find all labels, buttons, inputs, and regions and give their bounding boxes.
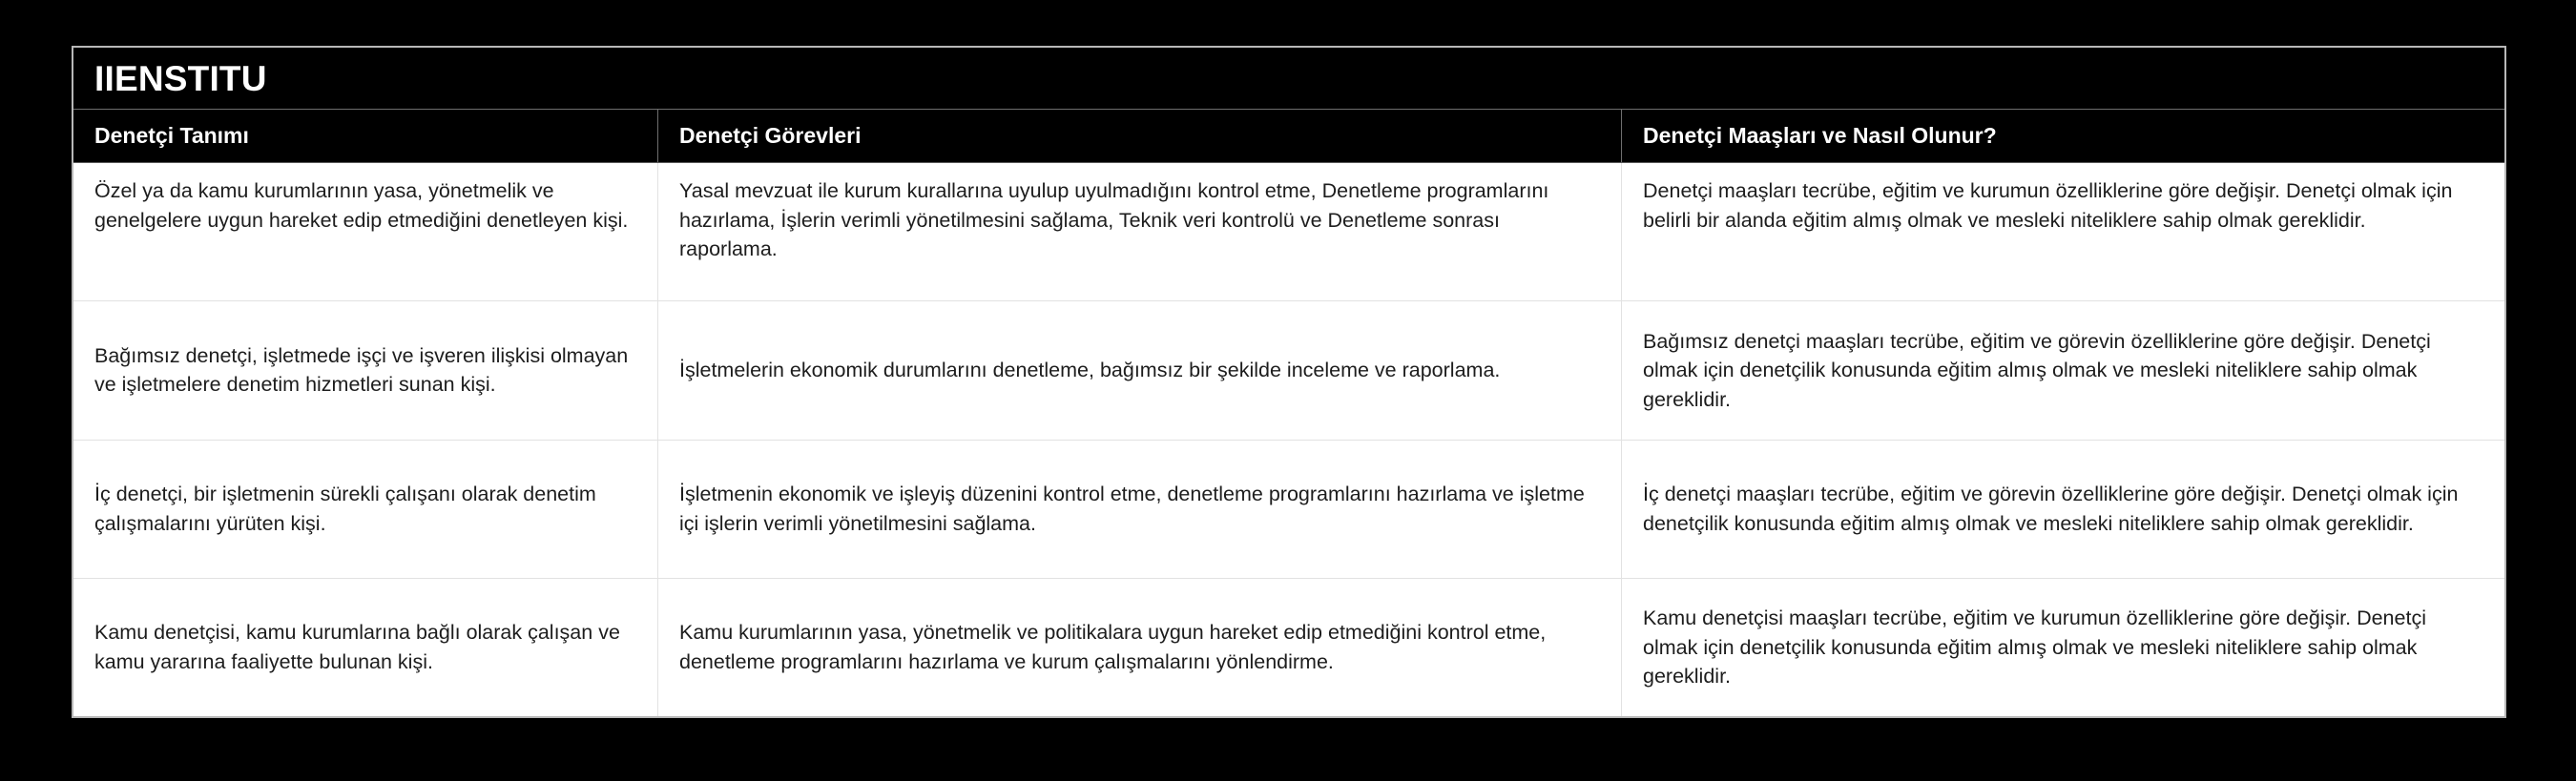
cell-duties: İşletmelerin ekonomik durumlarını denetleme, bağımsız bir şekilde inceleme ve raporlama. <box>657 301 1621 439</box>
cell-salary: Kamu denetçisi maaşları tecrübe, eğitim ve kurumun özelliklerine göre değişir. Denetçi olmak için denetçilik konusunda eğitim almış olmak ve mesleki niteliklere sahip olmak gereklidir. <box>1621 579 2504 716</box>
table-row <box>73 301 2504 440</box>
cell-duties: Yasal mevzuat ile kurum kurallarına uyulup uyulmadığını kontrol etme, Denetleme programlarını hazırlama, İşlerin verimli yönetilmesini sağlama, Teknik veri kontrolü ve Denetleme sonrası raporlama. <box>657 163 1621 300</box>
table-row <box>73 441 2504 579</box>
cell-salary: İç denetçi maaşları tecrübe, eğitim ve görevin özelliklerine göre değişir. Denetçi olmak için denetçilik konusunda eğitim almış olmak ve mesleki niteliklere sahip olmak gereklidir. <box>1621 441 2504 578</box>
table-body <box>73 163 2504 716</box>
cell-definition: Kamu denetçisi, kamu kurumlarına bağlı olarak çalışan ve kamu yararına faaliyette bulunan kişi. <box>94 621 620 673</box>
brand-title: IIENSTITU <box>94 58 267 98</box>
cell-duties: Kamu kurumlarının yasa, yönetmelik ve politikalara uygun hareket edip etmediğini kontrol etme, denetleme programlarını hazırlama ve kurum çalışmalarını yönlendirme. <box>657 579 1621 716</box>
table-row <box>73 579 2504 716</box>
cell-salary: Bağımsız denetçi maaşları tecrübe, eğitim ve görevin özelliklerine göre değişir. Denetçi olmak için denetçilik konusunda eğitim almış olmak ve mesleki niteliklere sahip olmak gereklidir. <box>1621 301 2504 439</box>
table-row <box>73 163 2504 301</box>
cell-duties: İşletmenin ekonomik ve işleyiş düzenini kontrol etme, denetleme programlarını hazırlama ve işletme içi işlerin verimli yönetilmesini sağlama. <box>657 441 1621 578</box>
column-header-salary: Denetçi Maaşları ve Nasıl Olunur? <box>1621 110 2504 162</box>
column-header-duties: Denetçi Görevleri <box>657 110 1621 162</box>
cell-definition: Bağımsız denetçi, işletmede işçi ve işveren ilişkisi olmayan ve işletmelere denetim hizmetleri sunan kişi. <box>94 343 629 397</box>
cell-definition: İç denetçi, bir işletmenin sürekli çalışanı olarak denetim çalışmalarını yürüten kişi. <box>94 483 596 535</box>
comparison-table-card <box>72 46 2506 718</box>
cell-salary: Denetçi maaşları tecrübe, eğitim ve kurumun özelliklerine göre değişir. Denetçi olmak için belirli bir alanda eğitim almış olmak ve mesleki niteliklere sahip olmak gereklidir. <box>1621 163 2504 300</box>
cell-definition: Özel ya da kamu kurumlarının yasa, yönetmelik ve genelgelere uygun hareket edip etmediğini denetleyen kişi. <box>94 179 629 232</box>
table-header-row <box>73 110 2504 163</box>
column-header-definition: Denetçi Tanımı <box>94 122 249 148</box>
brand-bar <box>73 48 2504 110</box>
